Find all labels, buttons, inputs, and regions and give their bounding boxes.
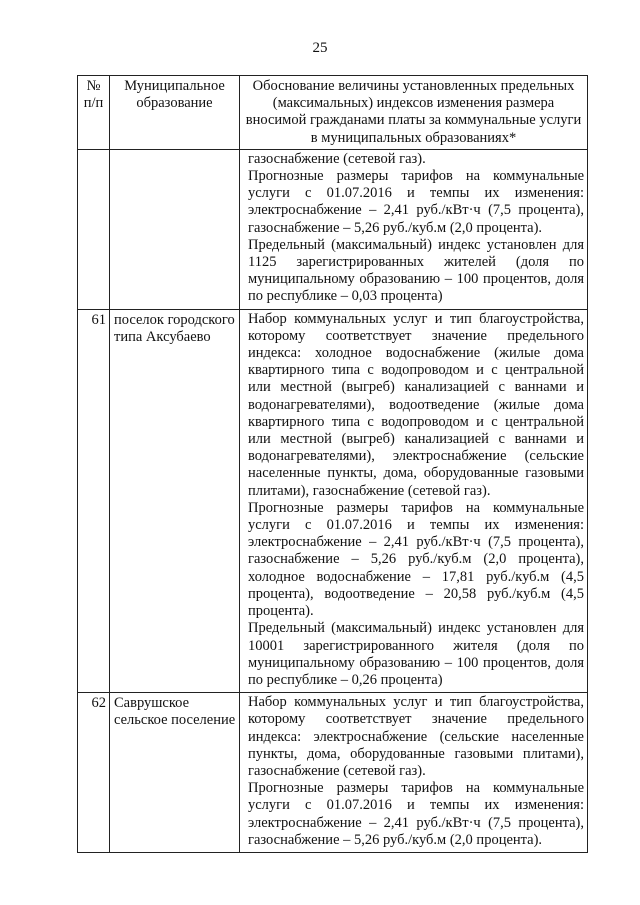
justification-paragraph: Прогнозные размеры тарифов на коммунальные услуги с 01.07.2016 и темпы их изменения: электроснабжение – 2,41 руб./кВт·ч (7,5 процента), газоснабжение – 5,26 руб./куб.м (2,0 процента). bbox=[248, 168, 584, 236]
row-justification bbox=[240, 693, 588, 853]
justification-paragraph: Набор коммунальных услуг и тип благоустройства, которому соответствует значение предельного индекса: холодное водоснабжение (жилые дома квартирного типа с водопроводом и с центральной или местной (выгреб) канализацией с ваннами и водонагревателями), водоотведение (жилые дома квартирного типа с водопроводом и с центральной или местной (выгреб) канализацией с ваннами и водонагревателями), электроснабжение (сельские населенные пункты, дома, оборудованные газовыми плитами), газоснабжение (сетевой газ). bbox=[248, 310, 584, 499]
justification-paragraph: газоснабжение (сетевой газ). bbox=[248, 150, 426, 167]
row-municipality: поселок городского типа Аксубаево bbox=[110, 309, 240, 692]
table-row bbox=[78, 149, 588, 309]
row-justification bbox=[240, 149, 588, 309]
justification-paragraph: Предельный (максимальный) индекс установлен для 10001 зарегистрированного жителя (доля по муниципальному образованию – 100 процентов, доля по республике – 0,26 процента) bbox=[248, 620, 584, 688]
justification-paragraph: Набор коммунальных услуг и тип благоустройства, которому соответствует значение предельного индекса: электроснабжение (сельские населенные пункты, дома, оборудованные газовыми плитами), газоснабжение (сетевой газ). bbox=[248, 694, 584, 779]
row-municipality: Саврушское сельское поселение bbox=[110, 693, 240, 853]
row-number bbox=[78, 149, 110, 309]
table-header-row bbox=[78, 76, 588, 150]
justification-paragraph: Прогнозные размеры тарифов на коммунальные услуги с 01.07.2016 и темпы их изменения: электроснабжение – 2,41 руб./кВт·ч (7,5 процента), газоснабжение – 5,26 руб./куб.м (2,0 процента), холодное водоснабжение – 17,81 руб./куб.м (4,5 процента), водоотведение – 20,58 руб./куб.м (4,5 процента). bbox=[248, 499, 584, 620]
header-municipality: Муниципальное образование bbox=[110, 76, 240, 150]
row-number: 61 bbox=[78, 309, 110, 692]
table-row bbox=[78, 309, 588, 692]
header-num: № п/п bbox=[78, 76, 110, 150]
row-justification bbox=[240, 309, 588, 692]
page-number: 25 bbox=[312, 40, 328, 56]
justification-paragraph: Предельный (максимальный) индекс установлен для 1125 зарегистрированных жителей (доля по муниципальному образованию – 100 процентов, доля по республике – 0,03 процента) bbox=[248, 236, 584, 305]
justification-paragraph: Прогнозные размеры тарифов на коммунальные услуги с 01.07.2016 и темпы их изменения: электроснабжение – 2,41 руб./кВт·ч (7,5 процента), газоснабжение – 5,26 руб./куб.м (2,0 процента). bbox=[248, 780, 584, 848]
row-municipality bbox=[110, 149, 240, 309]
row-number: 62 bbox=[78, 693, 110, 853]
tariff-index-table bbox=[77, 75, 588, 853]
header-justification: Обоснование величины установленных предельных (максимальных) индексов изменения размера вносимой гражданами платы за коммунальные услуги в муниципальных образованиях* bbox=[240, 76, 588, 150]
table-row bbox=[78, 693, 588, 853]
